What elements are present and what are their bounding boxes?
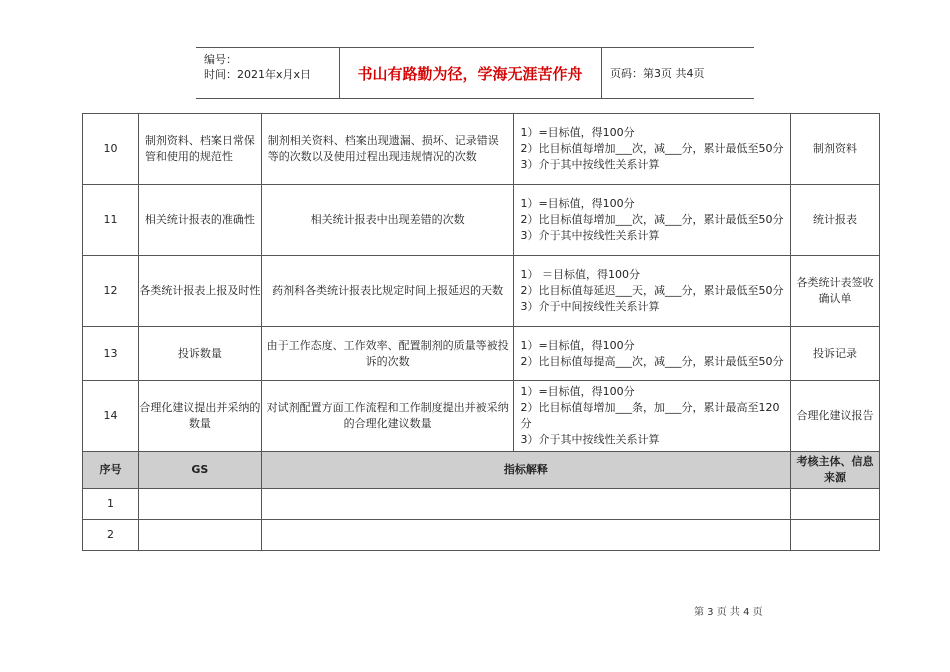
table-row xyxy=(83,256,880,327)
row-number: 2 xyxy=(83,520,139,551)
table-row xyxy=(83,327,880,381)
row-number: 13 xyxy=(83,327,139,381)
number-label: 编号： xyxy=(204,53,237,66)
motto: 书山有路勤为径，学海无涯苦作舟 xyxy=(339,48,602,98)
indicator-definition: 对试剂配置方面工作流程和工作制度提出并被采纳的合理化建议数量 xyxy=(261,381,514,452)
table-row xyxy=(83,489,880,520)
indicator-definition: 药剂科各类统计报表比规定时间上报延迟的天数 xyxy=(261,256,514,327)
scoring-standard: 1）=目标值，得100分 2）比目标值每增加___次，减___分，累计最低至50分 3）介于其中按线性关系计算 xyxy=(514,114,791,185)
row-number: 11 xyxy=(83,185,139,256)
indicator-name: 制剂资料、档案日常保管和使用的规范性 xyxy=(138,114,261,185)
gs-table xyxy=(82,451,880,551)
header-meta xyxy=(196,48,340,98)
info-source: 统计报表 xyxy=(791,185,880,256)
scoring-standard: 1） ＝目标值，得100分 2）比目标值每延迟___天，减___分，累计最低至50分 3）介于中间按线性关系计算 xyxy=(514,256,791,327)
indicator-definition: 相关统计报表中出现差错的次数 xyxy=(261,185,514,256)
indicator-name: 合理化建议提出并采纳的数量 xyxy=(138,381,261,452)
scoring-standard: 1）=目标值，得100分 2）比目标值每提高___次，减___分，累计最低至50分 xyxy=(514,327,791,381)
gs-cell xyxy=(138,520,261,551)
info-source: 合理化建议报告 xyxy=(791,381,880,452)
row-number: 12 xyxy=(83,256,139,327)
row-number: 1 xyxy=(83,489,139,520)
indicator-definition: 由于工作态度、工作效率、配置制剂的质量等被投诉的次数 xyxy=(261,327,514,381)
page-header xyxy=(196,47,754,99)
indicator-name: 投诉数量 xyxy=(138,327,261,381)
gs-cell xyxy=(138,489,261,520)
indicator-name: 各类统计报表上报及时性 xyxy=(138,256,261,327)
info-source: 各类统计表签收确认单 xyxy=(791,256,880,327)
scoring-standard: 1）=目标值，得100分 2）比目标值每增加___条，加___分，累计最高至120分 3）介于其中按线性关系计算 xyxy=(514,381,791,452)
source-cell xyxy=(791,489,880,520)
info-source: 制剂资料 xyxy=(791,114,880,185)
indicator-name: 相关统计报表的准确性 xyxy=(138,185,261,256)
header-source: 考核主体、信息来源 xyxy=(791,452,880,489)
indicator-definition: 制剂相关资料、档案出现遗漏、损坏、记录错误等的次数以及使用过程出现违规情况的次数 xyxy=(261,114,514,185)
source-cell xyxy=(791,520,880,551)
header-no: 序号 xyxy=(83,452,139,489)
scoring-standard: 1）=目标值，得100分 2）比目标值每增加___次，减___分，累计最低至50分 3）介于其中按线性关系计算 xyxy=(514,185,791,256)
kpi-table xyxy=(82,113,880,453)
page-info: 页码：第3页 共4页 xyxy=(610,67,705,80)
row-number: 10 xyxy=(83,114,139,185)
date-label: 时间：2021年x月x日 xyxy=(204,68,312,81)
explanation-cell xyxy=(261,520,790,551)
page-footer: 第 3 页 共 4 页 xyxy=(694,607,763,618)
table-row xyxy=(83,381,880,452)
info-source: 投诉记录 xyxy=(791,327,880,381)
table-header-row xyxy=(83,452,880,489)
table-row xyxy=(83,185,880,256)
header-explanation: 指标解释 xyxy=(261,452,790,489)
explanation-cell xyxy=(261,489,790,520)
row-number: 14 xyxy=(83,381,139,452)
header-gs: GS xyxy=(138,452,261,489)
table-row xyxy=(83,114,880,185)
table-row xyxy=(83,520,880,551)
